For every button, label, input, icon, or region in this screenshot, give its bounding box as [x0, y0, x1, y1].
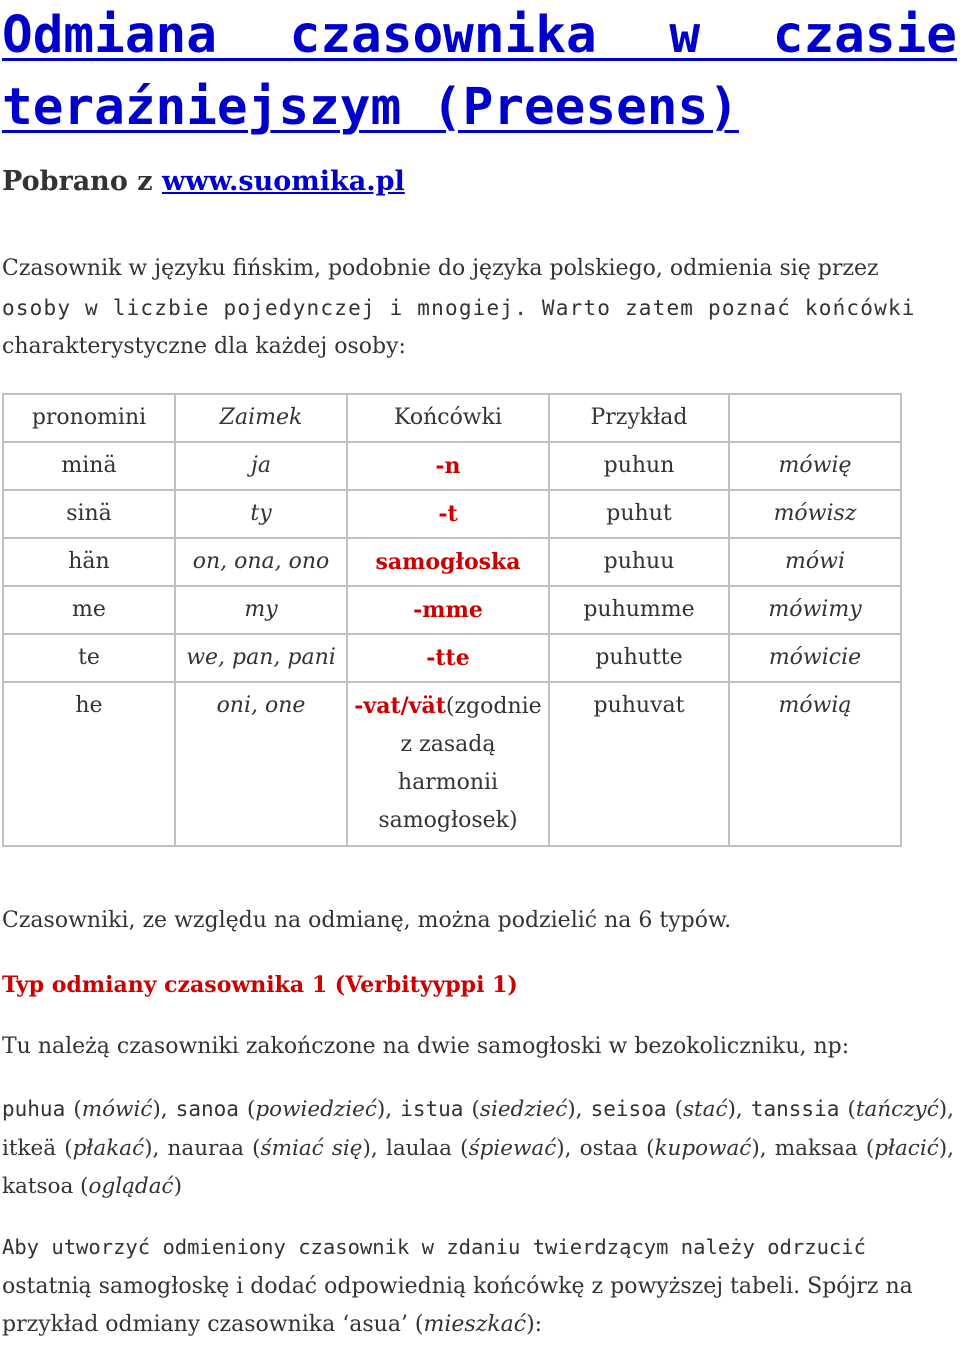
cell-pronomini: me — [3, 586, 175, 634]
example-pl: tańczyć — [855, 1097, 939, 1122]
example-fi: nauraa — [167, 1135, 244, 1161]
header-koncowki: Końcówki — [347, 394, 549, 442]
intro-paragraph — [2, 250, 954, 367]
cell-ending: -mme — [347, 586, 549, 634]
cell-pronomini: hän — [3, 538, 175, 586]
types-note: Czasowniki, ze względu na odmianę, można podzielić na 6 typów. — [2, 908, 732, 933]
header-pronomini: pronomini — [3, 394, 175, 442]
example-fi: laulaa — [385, 1135, 452, 1161]
cell-polish: mówią — [729, 682, 901, 846]
source-line — [2, 162, 405, 202]
cell-pronomini: he — [3, 682, 175, 846]
instruction-line-3-italic: mieszkać — [423, 1312, 527, 1337]
ending-note-3: harmonii — [397, 770, 499, 795]
intro-line-1: Czasownik w języku fińskim, podobnie do języka polskiego, odmienia się przez — [2, 256, 879, 281]
cell-ending — [347, 682, 549, 846]
cell-example: puhuvat — [549, 682, 729, 846]
intro-line-2: osoby w liczbie pojedynczej i mnogiej. Warto zatem poznać końcówki — [2, 295, 916, 320]
example-pl: siedzieć — [479, 1097, 568, 1122]
type1-description: Tu należą czasowniki zakończone na dwie samogłoski w bezokoliczniku, np: — [2, 1034, 850, 1059]
cell-ending: -n — [347, 442, 549, 490]
cell-zaimek: on, ona, ono — [175, 538, 347, 586]
cell-zaimek: we, pan, pani — [175, 634, 347, 682]
table-row — [3, 586, 901, 634]
instruction-line-1: Aby utworzyć odmieniony czasownik w zdaniu twierdzącym należy odrzucić — [2, 1235, 866, 1259]
ending-vat-vat: -vat/vät — [354, 693, 446, 719]
cell-pronomini: minä — [3, 442, 175, 490]
instruction-line-3-suffix: ): — [526, 1312, 543, 1337]
example-fi: puhua — [2, 1097, 66, 1121]
intro-line-3: charakterystyczne dla każdej osoby: — [2, 334, 406, 359]
example-pl: kupować — [654, 1135, 752, 1161]
cell-polish: mówi — [729, 538, 901, 586]
cell-zaimek: ty — [175, 490, 347, 538]
cell-polish: mówisz — [729, 490, 901, 538]
table-row — [3, 442, 901, 490]
cell-example: puhutte — [549, 634, 729, 682]
source-link[interactable]: www.suomika.pl — [161, 166, 405, 197]
example-fi: sanoa — [175, 1097, 239, 1121]
example-pl: mówić — [81, 1097, 153, 1122]
example-fi: istua — [400, 1097, 464, 1121]
example-fi: seisoa — [590, 1097, 667, 1121]
table-header-row — [3, 394, 901, 442]
type1-examples: puhua (mówić), sanoa (powiedzieć), istua (siedzieć), seisoa (stać), tanssia (tańczyć), itkeä (płakać), nauraa (śmiać się), laulaa (śpiewać), ostaa (kupować), maksaa (płacić), katsoa (oglądać) — [2, 1097, 954, 1199]
table-row — [3, 538, 901, 586]
cell-polish: mówię — [729, 442, 901, 490]
endings-table — [2, 393, 902, 847]
cell-zaimek: oni, one — [175, 682, 347, 846]
cell-pronomini: te — [3, 634, 175, 682]
example-fi: itkeä — [2, 1135, 57, 1161]
cell-zaimek: my — [175, 586, 347, 634]
cell-polish: mówicie — [729, 634, 901, 682]
table-row — [3, 490, 901, 538]
header-zaimek: Zaimek — [175, 394, 347, 442]
cell-example: puhuu — [549, 538, 729, 586]
cell-example: puhumme — [549, 586, 729, 634]
example-pl: stać — [682, 1097, 728, 1122]
cell-pronomini: sinä — [3, 490, 175, 538]
type1-heading: Typ odmiany czasownika 1 (Verbityyppi 1) — [2, 972, 518, 998]
example-pl: śpiewać — [468, 1135, 557, 1161]
cell-ending: -t — [347, 490, 549, 538]
example-fi: katsoa — [2, 1174, 74, 1199]
table-row — [3, 682, 901, 846]
example-fi: ostaa — [579, 1135, 638, 1161]
cell-example: puhun — [549, 442, 729, 490]
table-row — [3, 634, 901, 682]
instruction-line-2: ostatnią samogłoskę i dodać odpowiednią końcówkę z powyższej tabeli. Spójrz na — [2, 1273, 913, 1299]
ending-note-4: samogłosek) — [378, 808, 518, 833]
cell-example: puhut — [549, 490, 729, 538]
example-fi: tanssia — [750, 1097, 840, 1121]
header-przyklad: Przykład — [549, 394, 729, 442]
header-empty — [729, 394, 901, 442]
type1-instruction — [2, 1228, 954, 1345]
cell-zaimek: ja — [175, 442, 347, 490]
cell-ending: -tte — [347, 634, 549, 682]
source-prefix: Pobrano z — [2, 166, 162, 197]
page-title — [2, 0, 957, 144]
ending-note-1: (zgodnie — [445, 694, 542, 719]
title-link[interactable]: Odmiana czasownika w czasie teraźniejszym (Preesens) — [2, 6, 957, 137]
instruction-line-3-prefix: przykład odmiany czasownika ‘asua’ ( — [2, 1312, 424, 1337]
example-pl: płacić — [874, 1135, 939, 1161]
example-fi: maksaa — [774, 1135, 858, 1161]
cell-ending: samogłoska — [347, 538, 549, 586]
ending-note-2: z zasadą — [400, 732, 496, 757]
example-pl: płakać — [72, 1135, 145, 1161]
example-pl: powiedzieć — [255, 1097, 377, 1122]
example-pl: śmiać się — [260, 1135, 363, 1161]
cell-polish: mówimy — [729, 586, 901, 634]
example-pl: oglądać — [88, 1174, 174, 1199]
